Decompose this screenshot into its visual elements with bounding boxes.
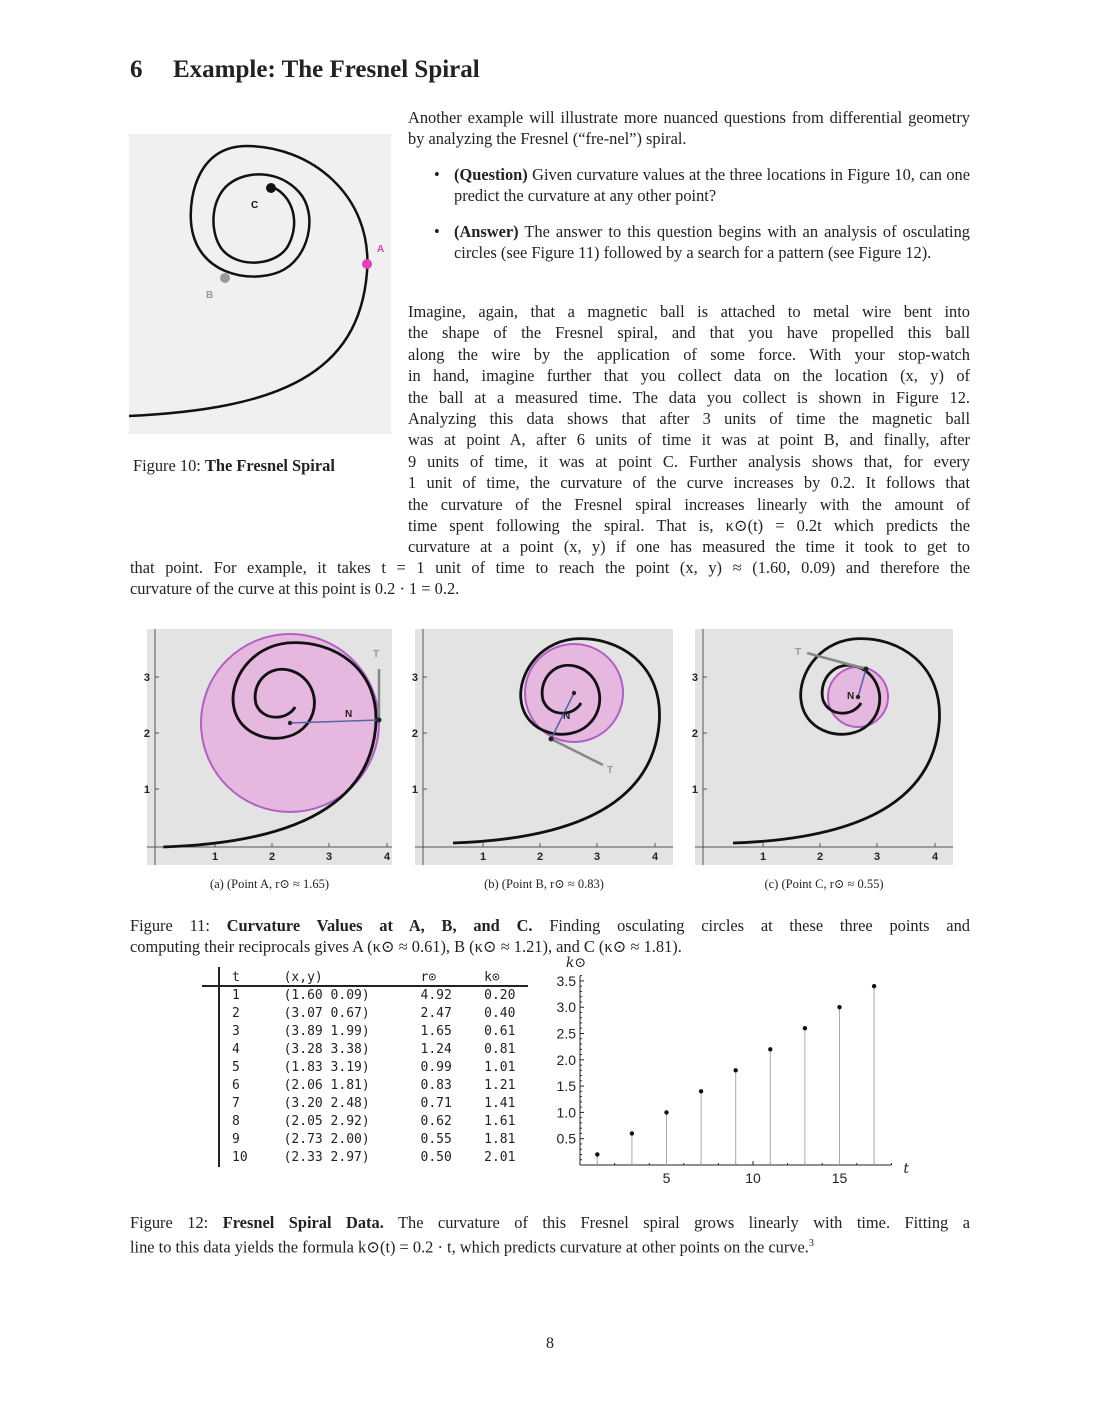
y-tick-label: 2 [411, 728, 418, 740]
bullet-label: (Answer) [454, 221, 519, 241]
point-b-marker [220, 273, 230, 283]
y-tick-label: 2.0 [556, 1051, 576, 1068]
circle-center-point [288, 721, 292, 725]
cell-t: 9 [232, 1131, 240, 1147]
data-point [768, 1047, 772, 1051]
cell-k: 1.81 [484, 1131, 516, 1147]
y-tick-label: 1 [411, 784, 418, 796]
section-heading [130, 56, 480, 84]
data-point [630, 1131, 634, 1135]
x-tick-label: 15 [831, 1170, 848, 1186]
cell-r: 0.62 [420, 1113, 452, 1129]
figure-11-caption [130, 915, 970, 958]
cell-t: 8 [232, 1113, 240, 1129]
y-tick-label: 0.5 [556, 1130, 576, 1147]
cell-xy: (3.20 2.48) [283, 1095, 370, 1111]
x-tick-label: 3 [593, 851, 601, 863]
normal-label: N [563, 711, 571, 722]
bullet-question [408, 164, 970, 207]
x-tick-label: 4 [383, 851, 391, 863]
cell-k: 0.40 [484, 1005, 516, 1021]
table-row [232, 1004, 530, 1022]
x-tick-label: 2 [268, 851, 276, 863]
table-body [232, 986, 530, 1166]
tangent-label: T [373, 649, 380, 660]
table-row [232, 1112, 530, 1130]
curve-point [549, 737, 554, 742]
cell-k: 0.61 [484, 1023, 516, 1039]
figure-11a-panel [143, 629, 392, 865]
cell-k: 0.20 [484, 987, 516, 1003]
cell-xy: (2.73 2.00) [283, 1131, 370, 1147]
table-row [232, 986, 530, 1004]
figure-10-caption-prefix: Figure 10: [133, 456, 201, 475]
figure-11a-caption: (a) (Point A, r⊙ ≈ 1.65) [209, 877, 330, 891]
y-tick-label: 3 [143, 672, 150, 684]
cell-r: 1.65 [420, 1023, 452, 1039]
bullet-text: Given curvature values at the three locations in Figure 10, can one predict the curvature at any other point? [454, 165, 970, 206]
x-tick-label: 4 [931, 851, 939, 863]
y-tick-label: 1 [143, 784, 150, 796]
table-row [232, 1058, 530, 1076]
x-tick-label: 5 [662, 1170, 671, 1186]
table-header-row [232, 968, 530, 986]
y-tick-label: 2.5 [556, 1025, 576, 1042]
cell-xy: (3.28 3.38) [283, 1041, 370, 1057]
cell-k: 1.61 [484, 1113, 516, 1129]
figure-11b-caption: (b) (Point B, r⊙ ≈ 0.83) [484, 877, 604, 891]
body-line: 9 units of time, it was at point C. Further analysis shows that, for every [408, 451, 970, 471]
y-axis-label: k⊙ [565, 955, 587, 971]
cell-t: 1 [232, 987, 240, 1003]
figure-11-caption-prefix: Figure 11: [130, 916, 210, 935]
table-vertical-rule [218, 967, 220, 1167]
cell-k: 1.01 [484, 1059, 516, 1075]
body-paragraph-continued [130, 557, 970, 600]
body-line: curvature at a point (x, y) if one has measured the time it took to get to [408, 537, 970, 557]
table-row [232, 1130, 530, 1148]
cell-xy: (1.60 0.09) [283, 987, 370, 1003]
table-header-t: t [232, 969, 240, 985]
data-point [872, 984, 876, 988]
x-tick-label: 1 [211, 851, 219, 863]
tangent-label: T [795, 647, 802, 658]
bullet-dot-icon: • [434, 221, 440, 241]
cell-t: 10 [232, 1149, 248, 1165]
body-line: was at point A, after 6 units of time it was at point B, and finally, after [408, 430, 970, 450]
body-line: along the wire by the application of some force. With your stop-watch [408, 344, 970, 364]
body-paragraph [408, 301, 970, 558]
circle-center-point [572, 691, 576, 695]
table-header-xy: (x,y) [283, 969, 323, 985]
cell-r: 0.50 [420, 1149, 452, 1165]
cell-xy: (3.07 0.67) [283, 1005, 370, 1021]
data-point [664, 1110, 668, 1114]
body-line: the ball at a measured time. The data you collect is shown in Figure 12. [408, 387, 970, 407]
curve-point [864, 667, 869, 672]
cell-t: 5 [232, 1059, 240, 1075]
cell-xy: (1.83 3.19) [283, 1059, 370, 1075]
y-tick-label: 2 [143, 728, 150, 740]
y-tick-label: 1.5 [556, 1078, 576, 1095]
y-tick-label: 3 [411, 672, 418, 684]
cell-r: 0.99 [420, 1059, 452, 1075]
section-title: Example: The Fresnel Spiral [173, 56, 480, 83]
figure-12-data-table [232, 968, 530, 1166]
data-point [699, 1089, 703, 1093]
table-header-k: k⊙ [484, 969, 500, 985]
cell-k: 2.01 [484, 1149, 516, 1165]
table-row [232, 1040, 530, 1058]
figure-12-caption [130, 1212, 970, 1258]
table-row [232, 1094, 530, 1112]
point-b-label: B [206, 290, 214, 301]
x-tick-label: 1 [759, 851, 767, 863]
x-tick-label: 2 [536, 851, 544, 863]
body-line: the curvature of the Fresnel spiral increases linearly with the amount of [408, 494, 970, 514]
data-point [803, 1026, 807, 1030]
figure-11b-panel [411, 629, 673, 865]
body-line: Analyzing this data shows that after 3 units of time the magnetic ball [408, 409, 970, 429]
bullet-answer [408, 221, 970, 264]
cell-t: 4 [232, 1041, 240, 1057]
point-a-marker [362, 259, 372, 269]
table-row [232, 1076, 530, 1094]
cell-r: 1.24 [420, 1041, 452, 1057]
intro-paragraph: Another example will illustrate more nuanced questions from differential geometry by analyzing the Fresnel (“fre-nel”) spiral. [408, 108, 970, 149]
y-tick-label: 3.5 [556, 972, 576, 989]
panel-background [695, 629, 953, 865]
data-point [734, 1068, 738, 1072]
circle-center-point [856, 695, 860, 699]
figure-10-caption [133, 456, 335, 476]
cell-k: 1.21 [484, 1077, 516, 1093]
data-point [837, 1005, 841, 1009]
cell-r: 4.92 [420, 987, 452, 1003]
curve-point [377, 718, 382, 723]
y-tick-label: 3 [691, 672, 698, 684]
body-line: time spent following the spiral. That is, κ⊙(t) = 0.2t which predicts the [408, 516, 970, 536]
y-tick-label: 1.0 [556, 1104, 576, 1121]
normal-label: N [847, 691, 855, 702]
cell-r: 0.55 [420, 1131, 452, 1147]
section-number: 6 [130, 56, 143, 83]
y-tick-label: 2 [691, 728, 698, 740]
figure-11c-panel [691, 629, 953, 865]
cell-t: 7 [232, 1095, 240, 1111]
cell-xy: (2.33 2.97) [283, 1149, 370, 1165]
body-line: that point. For example, it takes t = 1 unit of time to reach the point (x, y) ≈ (1.60, 0.09) and therefore the [130, 558, 970, 577]
cell-t: 6 [232, 1077, 240, 1093]
figure-12-table-wrap [202, 967, 530, 1169]
bullet-label: (Question) [454, 165, 528, 184]
cell-r: 0.83 [420, 1077, 452, 1093]
cell-xy: (2.05 2.92) [283, 1113, 370, 1129]
cell-t: 3 [232, 1023, 240, 1039]
body-line: the shape of the Fresnel spiral, and that you have propelled this ball [408, 323, 970, 343]
bullet-dot-icon: • [434, 165, 440, 184]
figure-12-caption-prefix: Figure 12: [130, 1213, 209, 1232]
x-tick-label: 1 [479, 851, 487, 863]
figure-10-fresnel-spiral [129, 134, 391, 434]
y-tick-label: 1 [691, 784, 698, 796]
cell-r: 2.47 [420, 1005, 452, 1021]
data-point [595, 1152, 599, 1156]
bullet-text: The answer to this question begins with an analysis of osculating circles (see Figure 11) followed by a search for a pattern (see Figure 12). [454, 221, 970, 263]
x-tick-label: 4 [651, 851, 659, 863]
figure-12-caption-text-2: line to this data yields the formula k⊙(t) = 0.2 · t, which predicts curvature at other points on the curve. [130, 1237, 809, 1257]
cell-xy: (2.06 1.81) [283, 1077, 370, 1093]
table-row [232, 1022, 530, 1040]
x-tick-label: 3 [873, 851, 881, 863]
x-axis-label: t [903, 1161, 910, 1177]
figure-11-caption-text-1: Finding osculating circles at these three points and [549, 916, 970, 935]
figure-12-caption-text-1: The curvature of this Fresnel spiral grows linearly with time. Fitting a [397, 1213, 970, 1232]
figure-11c-caption: (c) (Point C, r⊙ ≈ 0.55) [764, 877, 884, 891]
body-line: in hand, imagine further that you collect data on the location (x, y) of [408, 366, 970, 386]
figure-11-caption-text-2: computing their reciprocals gives A (κ⊙ ≈ 0.61), B (κ⊙ ≈ 1.21), and C (κ⊙ ≈ 1.81). [130, 937, 682, 957]
point-c-label: C [251, 200, 259, 211]
point-c-marker [266, 183, 276, 193]
table-header-r: r⊙ [420, 969, 437, 985]
figure-12-chart [540, 955, 910, 1185]
figure-10-caption-title: The Fresnel Spiral [204, 456, 335, 475]
cell-k: 0.81 [484, 1041, 516, 1057]
cell-r: 0.71 [420, 1095, 452, 1111]
bullet-list [408, 164, 970, 278]
footnote-mark: 3 [808, 1238, 814, 1250]
x-tick-label: 3 [325, 851, 333, 863]
table-row [232, 1148, 530, 1166]
figure-12-caption-title: Fresnel Spiral Data. [222, 1213, 384, 1232]
body-line: 1 unit of time, the curvature of the curve increases by 0.2. It follows that [408, 473, 970, 493]
cell-t: 2 [232, 1005, 240, 1021]
normal-label: N [345, 709, 353, 720]
figure-11-caption-title: Curvature Values at A, B, and C. [226, 916, 533, 935]
tangent-label: T [607, 765, 614, 776]
page-number: 8 [546, 1335, 554, 1352]
cell-xy: (3.89 1.99) [283, 1023, 370, 1039]
body-line: curvature of the curve at this point is 0.2 · 1 = 0.2. [130, 579, 460, 599]
figure-10-background [129, 134, 391, 434]
point-a-label: A [377, 244, 385, 255]
body-line: Imagine, again, that a magnetic ball is attached to metal wire bent into [408, 302, 970, 321]
x-tick-label: 10 [745, 1170, 761, 1186]
x-tick-label: 2 [816, 851, 824, 863]
cell-k: 1.41 [484, 1095, 516, 1111]
y-tick-label: 3.0 [556, 999, 576, 1016]
